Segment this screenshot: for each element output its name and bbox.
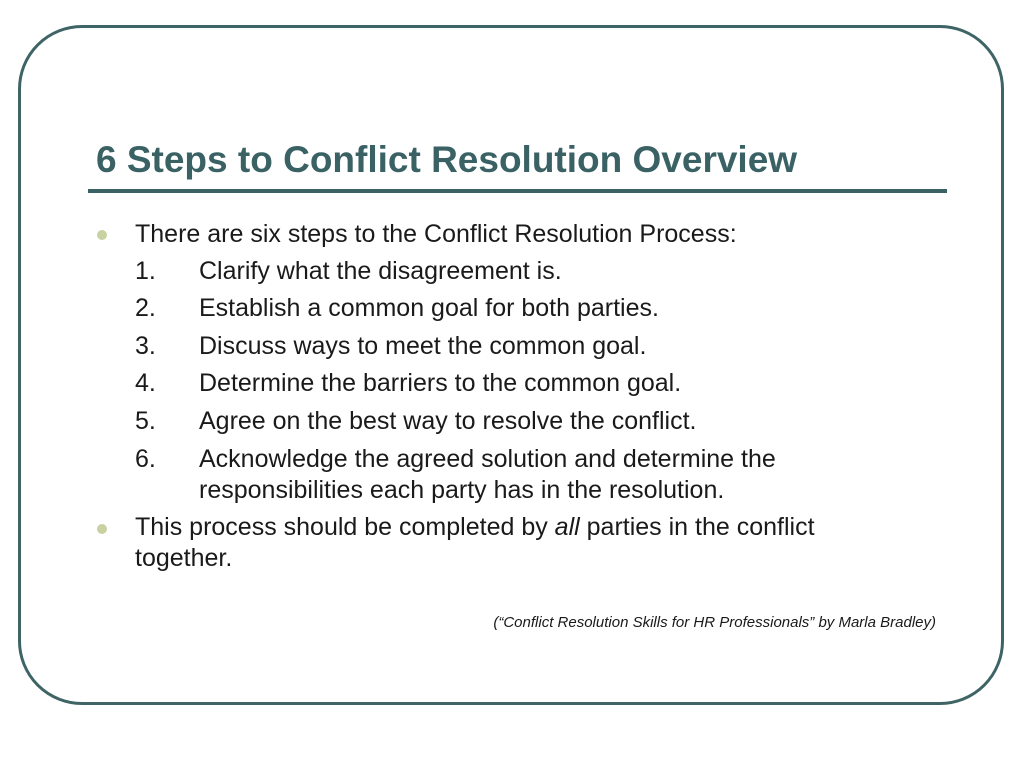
bullet-icon [97,230,107,240]
step-number: 1. [135,257,156,285]
closing-text-before: This process should be completed by [135,513,555,541]
step-text: Clarify what the disagreement is. [199,257,562,285]
step-number: 4. [135,369,156,397]
step-number: 6. [135,445,156,473]
slide-title: 6 Steps to Conflict Resolution Overview [96,139,798,180]
step-text: Agree on the best way to resolve the conflict. [199,407,697,435]
closing-text-after: parties in the conflict [579,513,815,541]
closing-emphasis: all [554,513,580,541]
step-number: 5. [135,407,156,435]
step-text: Acknowledge the agreed solution and determine the [199,445,776,473]
intro-text: There are six steps to the Conflict Resolution Process: [135,220,737,248]
step-text: Establish a common goal for both parties. [199,294,659,322]
closing-text [135,512,815,543]
step-text-continuation: responsibilities each party has in the resolution. [199,476,725,504]
step-text: Discuss ways to meet the common goal. [199,332,647,360]
step-text: Determine the barriers to the common goal. [199,369,682,397]
step-number: 3. [135,332,156,360]
step-number: 2. [135,294,156,322]
citation: (“Conflict Resolution Skills for HR Professionals” by Marla Bradley) [493,614,936,631]
bullet-icon [97,524,107,534]
closing-text-line2: together. [135,544,233,572]
